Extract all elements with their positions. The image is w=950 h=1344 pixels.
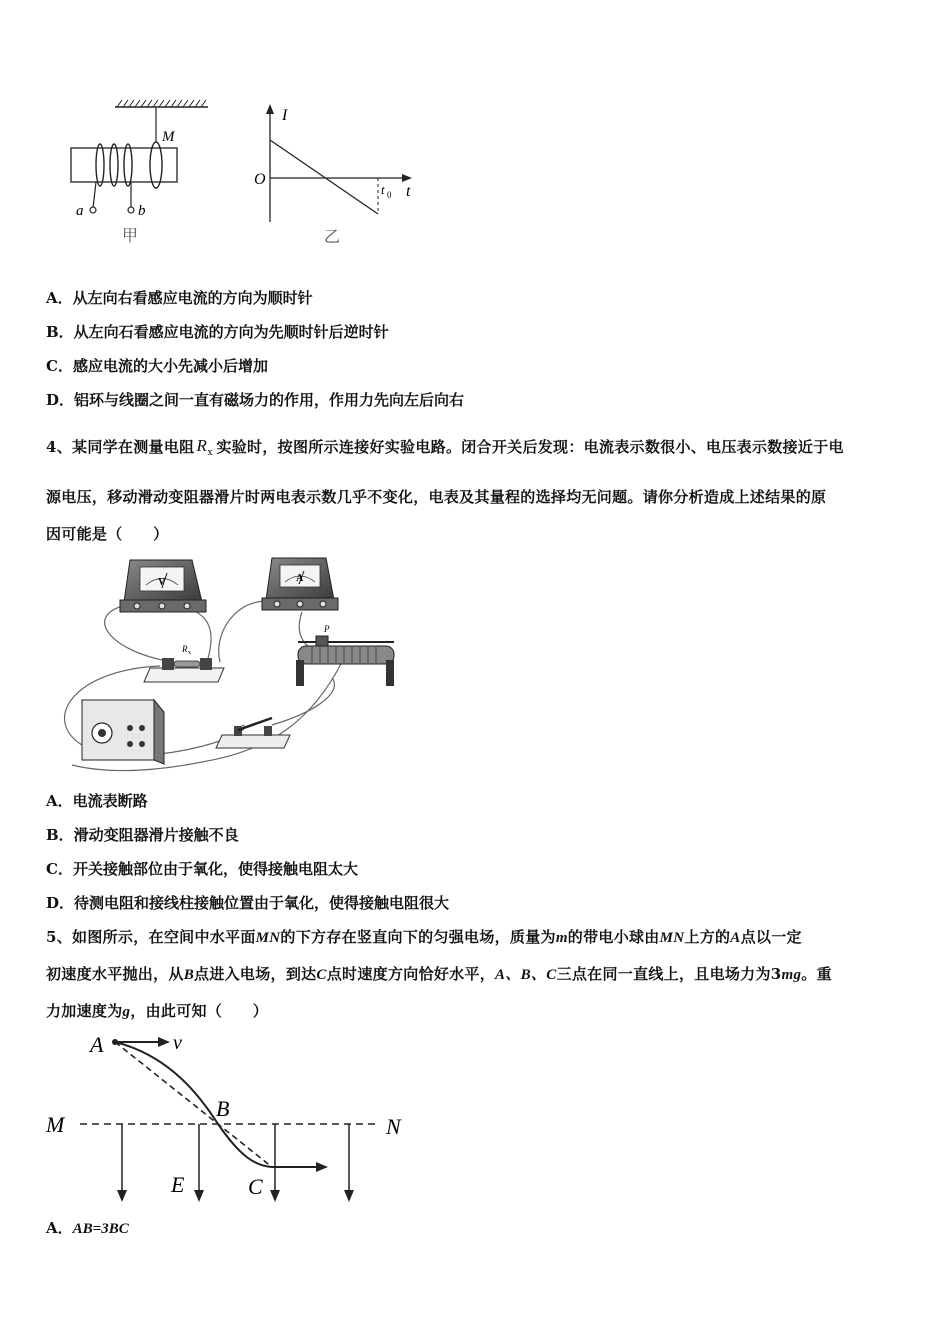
q3-option-d: D．铝环与线圈之间一直有磁场力的作用，作用力先向左后向右: [46, 391, 465, 409]
caption-jia: 甲: [122, 228, 139, 245]
voltmeter: [120, 560, 206, 612]
label-e: E: [171, 1172, 185, 1197]
resistor-rx: [144, 644, 224, 682]
figure-jia: [60, 96, 220, 246]
power-supply: [82, 700, 164, 764]
caption-yi: 乙: [324, 229, 341, 246]
q5-stem-line3: 力加速度为g，由此可知（ ）: [46, 1002, 269, 1020]
label-o: O: [254, 171, 266, 188]
rx-subscript: x: [207, 448, 213, 458]
q3-option-c: C．感应电流的大小先减小后增加: [46, 357, 268, 375]
q5-stem-line1: 5、如图所示，在空间中水平面MN的下方存在竖直向下的匀强电场，质量为m的带电小球由MN上方的A点以一定: [46, 928, 802, 946]
q4-option-b: B．滑动变阻器滑片接触不良: [46, 826, 239, 844]
label-a: a: [76, 203, 84, 219]
figure-yi: [248, 100, 428, 250]
q3-option-b: B．从左向石看感应电流的方向为先顺时针后逆时针: [46, 323, 389, 341]
point-b: B: [216, 1096, 230, 1121]
rx-symbol: R: [196, 436, 208, 455]
label-t0-sub: 0: [387, 190, 392, 200]
label-i: I: [282, 107, 288, 124]
circuit-figure: [42, 550, 412, 775]
rx-fig-label: R: [182, 644, 188, 654]
velocity-v: v: [173, 1032, 182, 1054]
q4-option-c: C．开关接触部位由于氧化，使得接触电阻太大: [46, 860, 358, 878]
point-a: A: [90, 1032, 104, 1057]
rheostat: [296, 624, 394, 686]
label-t: t: [406, 183, 411, 200]
label-m: M: [162, 129, 175, 145]
q4-stem-pre: 4、某同学在测量电阻: [46, 438, 195, 456]
point-c: C: [248, 1174, 263, 1199]
q5-option-a: A．AB=3BC: [46, 1219, 129, 1237]
label-t0: t: [381, 182, 385, 197]
q5-stem-line2: 初速度水平抛出，从B点进入电场，到达C点时速度方向恰好水平，A、B、C三点在同一直线上，且电场力为3mg。重: [46, 965, 832, 983]
q3-option-a: A．从左向右看感应电流的方向为顺时针: [46, 289, 313, 307]
q4-stem-post: 实验时，按图所示连接好实验电路。闭合开关后发现：电流表示数很小、电压表示数接近于电: [216, 438, 844, 456]
ammeter: [262, 558, 338, 610]
q4-stem-line3: 因可能是（ ）: [46, 525, 169, 543]
label-m: M: [46, 1112, 65, 1137]
slider-label: P: [324, 624, 330, 634]
label-b: b: [138, 203, 146, 219]
q4-option-a: A．电流表断路: [46, 792, 148, 810]
voltmeter-label: V: [158, 577, 166, 588]
q4-stem-line2: 源电压，移动滑动变阻器滑片时两电表示数几乎不变化，电表及其量程的选择均无问题。请你分析造成上述结果的原: [46, 488, 827, 506]
label-n: N: [386, 1114, 401, 1139]
q4-stem-line1: [46, 436, 844, 457]
q4-option-d: D．待测电阻和接线柱接触位置由于氧化，使得接触电阻很大: [46, 894, 450, 912]
rx-fig-label-sub: x: [188, 650, 191, 656]
projectile-figure: [40, 1026, 430, 1206]
ammeter-label: A: [296, 573, 304, 584]
